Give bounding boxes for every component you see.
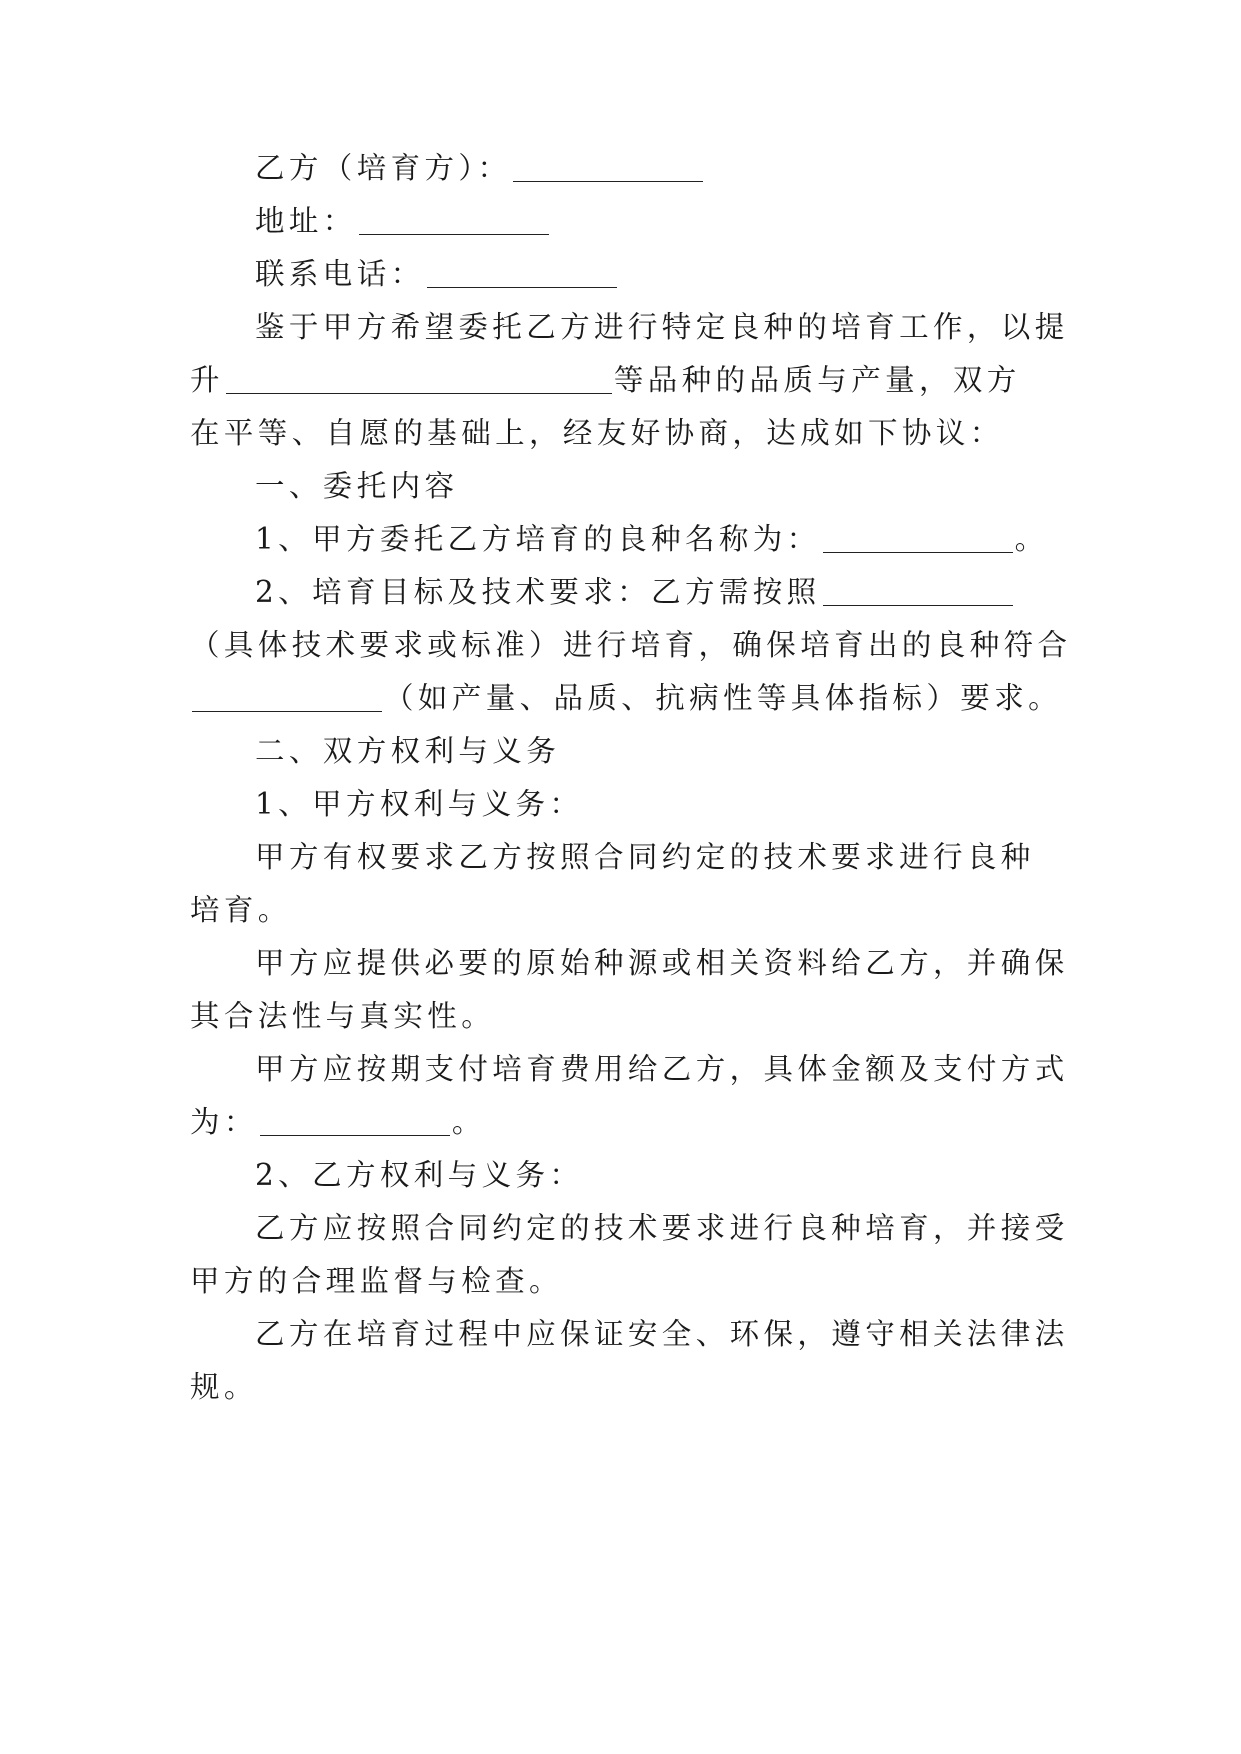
party-a-p2-text-1: 甲方应提供必要的原始种源或相关资料给乙方，并确保 <box>255 946 1069 980</box>
variety-blank <box>226 363 612 394</box>
party-b-label: 乙方（培育方）： <box>255 151 512 185</box>
party-a-p1-line-1 <box>255 835 1155 879</box>
section-1-title <box>255 464 1155 508</box>
item-1-2-line-1 <box>255 570 1155 614</box>
phone-blank <box>427 257 617 288</box>
item-1-1-text: 1、甲方委托乙方培育的良种名称为： <box>255 522 821 556</box>
target-indicator-blank <box>192 681 382 712</box>
technical-standard-blank <box>823 575 1013 606</box>
seed-name-blank <box>823 522 1013 553</box>
party-b-p1-line-1 <box>255 1206 1155 1250</box>
party-a-p1-line-2 <box>190 888 1090 932</box>
intro-text-1: 鉴于甲方希望委托乙方进行特定良种的培育工作，以提 <box>255 310 1069 344</box>
party-b-p1-text-1: 乙方应按照合同约定的技术要求进行良种培育，并接受 <box>255 1211 1069 1245</box>
party-a-p3-text-1: 甲方应按期支付培育费用给乙方，具体金额及支付方式 <box>255 1052 1069 1086</box>
section-2-heading: 二、双方权利与义务 <box>255 734 561 768</box>
sub-2-2-title <box>255 1153 1155 1197</box>
item-1-1-end: 。 <box>1014 522 1049 556</box>
party-b-p1-text-2: 甲方的合理监督与检查。 <box>190 1264 563 1298</box>
party-a-p3-line-1 <box>255 1047 1155 1091</box>
item-1-2-text-2: （具体技术要求或标准）进行培育，确保培育出的良种符合 <box>190 628 1072 662</box>
sub-2-1-heading: 1、甲方权利与义务： <box>255 787 584 821</box>
sub-2-2-heading: 2、乙方权利与义务： <box>255 1158 584 1192</box>
party-a-p1-text-2: 培育。 <box>190 893 292 927</box>
party-b-line <box>255 146 1155 190</box>
party-a-p2-line-1 <box>255 941 1155 985</box>
party-b-blank <box>513 151 703 182</box>
party-b-p2-text-2: 规。 <box>190 1370 258 1404</box>
phone-line <box>255 252 1155 296</box>
item-1-2-line-3 <box>190 676 1090 720</box>
intro-text-2a: 升 <box>190 363 224 397</box>
sub-2-1-title <box>255 782 1155 826</box>
party-b-p2-line-2 <box>190 1365 1090 1409</box>
party-a-p3-text-2b: 。 <box>451 1105 486 1139</box>
party-b-p2-line-1 <box>255 1312 1155 1356</box>
party-b-p1-line-2 <box>190 1259 1090 1303</box>
payment-blank <box>260 1105 450 1136</box>
section-1-heading: 一、委托内容 <box>255 469 459 503</box>
address-line <box>255 199 1155 243</box>
party-b-p2-text-1: 乙方在培育过程中应保证安全、环保，遵守相关法律法 <box>255 1317 1069 1351</box>
item-1-2-text: 2、培育目标及技术要求：乙方需按照 <box>255 575 821 609</box>
item-1-2-text-3: （如产量、品质、抗病性等具体指标）要求。 <box>384 681 1063 715</box>
party-a-p3-text-2a: 为： <box>190 1105 258 1139</box>
address-label: 地址： <box>255 204 357 238</box>
party-a-p3-line-2 <box>190 1100 1090 1144</box>
party-a-p2-line-2 <box>190 994 1090 1038</box>
item-1-1-line <box>255 517 1155 561</box>
party-a-p2-text-2: 其合法性与真实性。 <box>190 999 496 1033</box>
phone-label: 联系电话： <box>255 257 425 291</box>
intro-text-3: 在平等、自愿的基础上，经友好协商，达成如下协议： <box>190 416 1004 450</box>
item-1-2-line-2 <box>190 623 1090 667</box>
address-blank <box>359 204 549 235</box>
section-2-title <box>255 729 1155 773</box>
intro-line-1 <box>255 305 1155 349</box>
intro-line-2 <box>190 358 1090 402</box>
party-a-p1-text-1: 甲方有权要求乙方按照合同约定的技术要求进行良种 <box>255 840 1035 874</box>
intro-line-3 <box>190 411 1090 455</box>
intro-text-2b: 等品种的品质与产量，双方 <box>613 363 1021 397</box>
